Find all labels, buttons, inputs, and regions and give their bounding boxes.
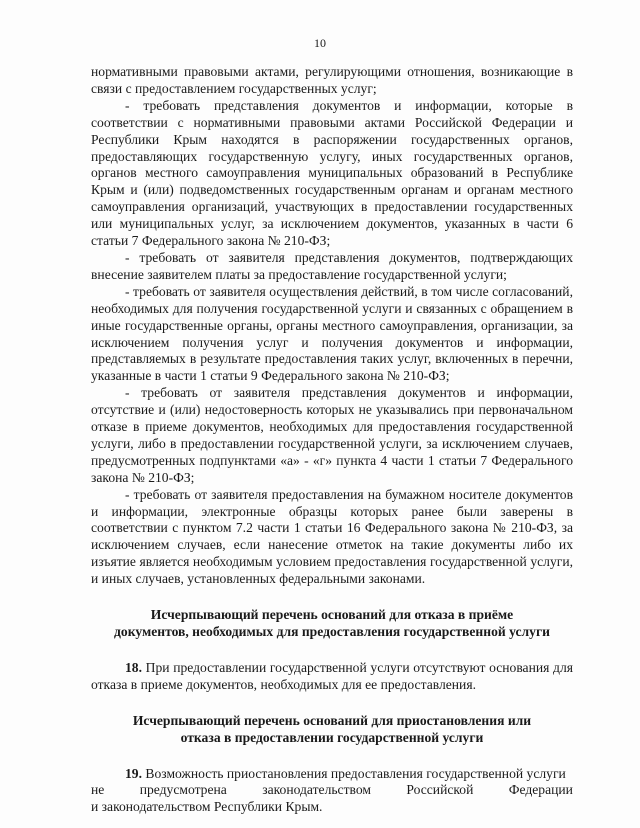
section-heading-suspension (91, 713, 573, 747)
heading-line: документов, необходимых для предоставления государственной услуги (114, 624, 550, 639)
heading-line: Исчерпывающий перечень оснований для приостановления или (132, 712, 532, 728)
word: законодательством (262, 782, 371, 798)
word: предусмотрена (139, 782, 227, 798)
paragraph-number: 19. (125, 765, 142, 781)
heading-line: отказа в предоставлении государственной услуги (180, 729, 484, 745)
word: Федерации (508, 782, 573, 798)
paragraph-line (91, 782, 573, 799)
word: не (91, 782, 105, 798)
paragraph-number: 18. (125, 659, 142, 675)
heading-line: Исчерпывающий перечень оснований для отказа в приёме (150, 607, 514, 623)
paragraph-line (91, 766, 573, 783)
list-item-paper-copies: - требовать от заявителя предоставления на бумажном носителе документов и информации, электронные образцы которых ранее были заверены в соответствии с пунктом 7.2 части 1 статьи 16 Федерального закона № 210-ФЗ, за исключением случаев, если нанесение отметок на такие документы либо их изъятие является необходимым условием предоставления государственной услуги, и иных случаев, установленных федеральными законами. (91, 486, 573, 587)
list-item-missing-documents: - требовать от заявителя представления документов и информации, отсутствие и (или) недостоверность которых не указывались при первоначальном отказе в приеме документов, необходимых для предоставления государственной услуги, либо в предоставлении государственной услуги, за исключением случаев, предусмотренных подпунктами «а» - «г» пункта 4 части 1 статьи 7 Федерального закона № 210-ФЗ; (91, 385, 573, 485)
word: Российской (406, 782, 474, 798)
paragraph-text: Возможность приостановления предоставления государственной услуги (145, 765, 566, 781)
page-number: 10 (314, 36, 326, 50)
paragraph-18 (91, 660, 573, 694)
list-item-approvals: - требовать от заявителя осуществления действий, в том числе согласований, необходимых для получения государственной услуги и связанных с обращением в иные государственные органы, органы местного самоуправления, организации, за исключением получения услуг и получения документов и информации, представляемых в результате предоставления таких услуг, включенных в перечни, указанные в части 1 статьи 9 Федерального закона № 210-ФЗ; (91, 283, 573, 384)
paragraph-text: При предоставлении государственной услуги отсутствуют основания для отказа в приеме документов, необходимых для ее предоставления. (91, 659, 573, 692)
document-body (91, 64, 573, 816)
list-item-documents-in-possession: - требовать представления документов и информации, которые в соответствии с нормативными правовыми актами Российской Федерации и Республики Крым находятся в распоряжении государственных органов, предоставляющих государственную услугу, иных государственных органов, органов местного самоуправления муниципальных образований в Республике Крым и (или) подведомственных государственным органам и органам местного самоуправления организаций, участвующих в предоставлении государственных или муниципальных услуг, за исключением документов, указанных в части 6 статьи 7 Федерального закона № 210-ФЗ; (91, 97, 573, 249)
section-heading-refusal-reception (91, 607, 573, 641)
list-item-payment-proof: - требовать от заявителя представления документов, подтверждающих внесение заявителем платы за предоставление государственной услуги; (91, 249, 573, 282)
paragraph-line: и законодательством Республики Крым. (91, 799, 323, 815)
paragraph-continuation: нормативными правовыми актами, регулирующими отношения, возникающие в связи с предоставлением государственных услуг; (91, 64, 573, 96)
paragraph-19 (91, 766, 573, 817)
